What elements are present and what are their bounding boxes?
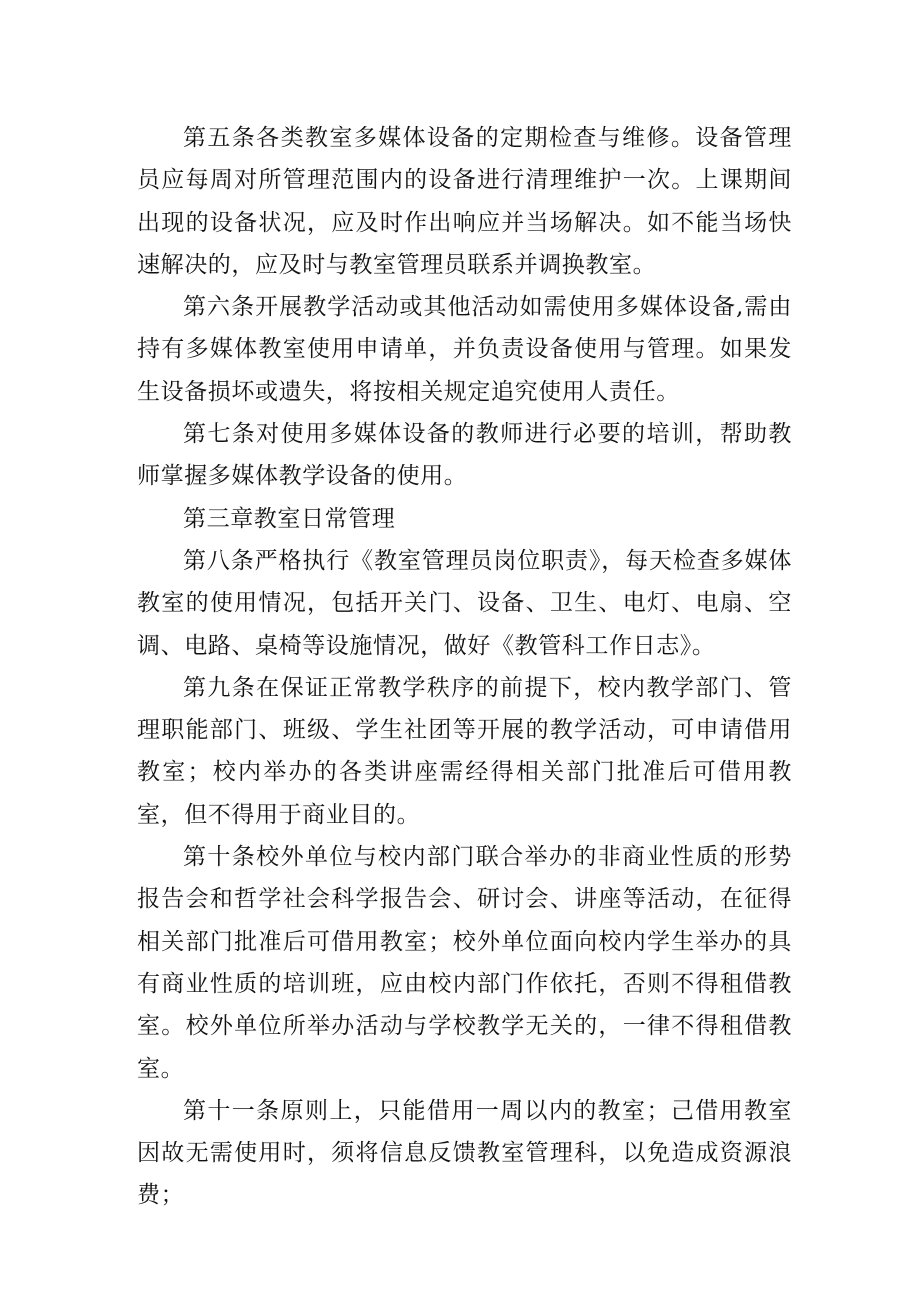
document-body (137, 117, 792, 1217)
article-8-paragraph: 第八条严格执行《教室管理员岗位职责》，每天检查多媒体教室的使用情况，包括开关门、设备、卫生、电灯、电扇、空调、电路、桌椅等设施情况，做好《教管科工作日志》。 (137, 547, 792, 659)
article-9-paragraph: 第九条在保证正常教学秩序的前提下，校内教学部门、管理职能部门、班级、学生社团等开展的教学活动，可申请借用教室；校内举办的各类讲座需经得相关部门批准后可借用教室，但不得用于商业目的。 (137, 674, 792, 828)
chapter-3-heading: 第三章教室日常管理 (183, 505, 396, 532)
article-5-paragraph: 第五条各类教室多媒体设备的定期检查与维修。设备管理员应每周对所管理范围内的设备进行清理维护一次。上课期间出现的设备状况，应及时作出响应并当场解决。如不能当场快速解决的，应及时与教室管理员联系并调换教室。 (137, 125, 792, 278)
article-7-paragraph: 第七条对使用多媒体设备的教师进行必要的培训，帮助教师掌握多媒体教学设备的使用。 (137, 421, 792, 490)
article-11-paragraph: 第十一条原则上，只能借用一周以内的教室；己借用教室因故无需使用时，须将信息反馈教室管理科，以免造成资源浪费； (137, 1097, 792, 1209)
article-10-paragraph: 第十条校外单位与校内部门联合举办的非商业性质的形势报告会和哲学社会科学报告会、研讨会、讲座等活动，在征得相关部门批准后可借用教室；校外单位面向校内学生举办的具有商业性质的培训班，应由校内部门作依托，否则不得租借教室。校外单位所举办活动与学校教学无关的，一律不得租借教室。 (137, 844, 792, 1082)
article-6-paragraph: 第六条开展教学活动或其他活动如需使用多媒体设备,需由持有多媒体教室使用申请单，并负责设备使用与管理。如果发生设备损坏或遗失，将按相关规定追究使用人责任。 (137, 294, 792, 405)
